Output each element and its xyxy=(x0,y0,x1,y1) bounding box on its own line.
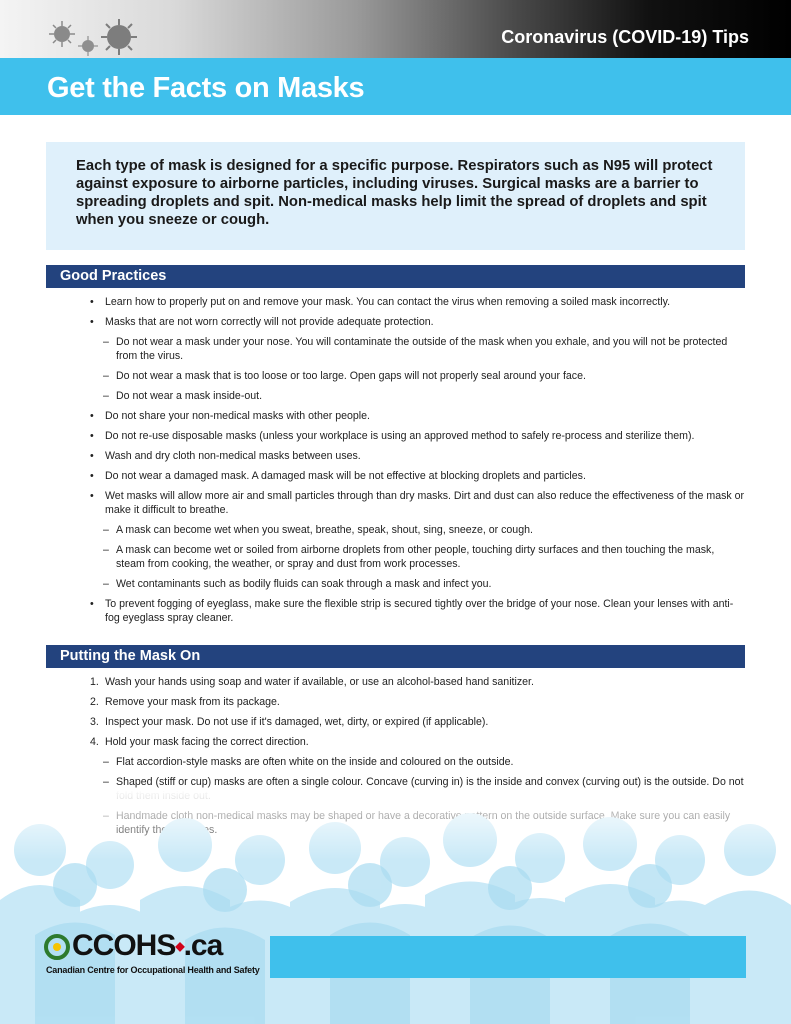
virus-icon xyxy=(78,36,98,56)
sub-item-text: Shaped (stiff or cup) masks are often a single colour. Concave (curving in) is the inside and convex (curving out) is the outside. Do not xyxy=(116,776,744,788)
list-item-text: Hold your mask facing the correct direction. xyxy=(105,736,309,748)
bullet-marker: • xyxy=(90,410,94,422)
footer-banner xyxy=(270,936,746,978)
sub-item-text: Do not wear a mask that is too loose or too large. Open gaps will not properly seal around your face. xyxy=(116,370,586,382)
intro-callout xyxy=(46,142,745,250)
list-item xyxy=(90,489,745,517)
virus-icon xyxy=(100,18,138,56)
virus-icon xyxy=(48,20,76,48)
sub-item-text: A mask can become wet or soiled from airborne droplets from other people, touching dirty surfaces and then touching the mask, steam from cooking, the weather, or spray and dust from work processes. xyxy=(116,544,715,570)
ccohs-emblem-icon xyxy=(44,934,70,960)
number-marker: 1. xyxy=(90,676,99,688)
list-item xyxy=(90,449,745,463)
number-marker: 4. xyxy=(90,736,99,748)
section-heading-good-practices: Good Practices xyxy=(46,265,745,288)
list-item xyxy=(90,429,745,443)
logo-wordmark xyxy=(72,931,222,961)
list-item-text: Do not share your non-medical masks with other people. xyxy=(105,410,370,422)
dash-marker: – xyxy=(103,756,109,768)
list-item xyxy=(90,695,745,709)
section-heading-putting-mask-on: Putting the Mask On xyxy=(46,645,745,668)
list-item-text: Do not re-use disposable masks (unless your workplace is using an approved method to safely re-process and sterilize them). xyxy=(105,430,695,442)
sub-list-item xyxy=(90,577,745,591)
list-item xyxy=(90,715,745,729)
sub-item-text: Do not wear a mask inside-out. xyxy=(116,390,263,402)
list-item xyxy=(90,409,745,423)
sub-list-item xyxy=(90,543,745,571)
list-item xyxy=(90,735,745,749)
list-item-text: Remove your mask from its package. xyxy=(105,696,280,708)
bullet-marker: • xyxy=(90,316,94,328)
list-item-text: Learn how to properly put on and remove your mask. You can contact the virus when removing a soiled mask incorrectly. xyxy=(105,296,671,308)
list-item-text: Masks that are not worn correctly will not provide adequate protection. xyxy=(105,316,434,328)
list-item-text: Wet masks will allow more air and small particles through than dry masks. Dirt and dust can also reduce the effectiveness of the mask or make it difficult to breathe. xyxy=(105,490,745,516)
list-item xyxy=(90,597,745,625)
list-item xyxy=(90,469,745,483)
list-item xyxy=(90,315,745,329)
sub-item-text: Do not wear a mask under your nose. You will contaminate the outside of the mask when you exhale, and you will not be protected from the virus. xyxy=(116,336,728,362)
number-marker: 3. xyxy=(90,716,99,728)
dash-marker: – xyxy=(103,776,109,788)
list-item-text: Do not wear a damaged mask. A damaged mask will be not effective at blocking droplets and particles. xyxy=(105,470,586,482)
dash-marker: – xyxy=(103,578,109,590)
bullet-marker: • xyxy=(90,470,94,482)
dash-marker: – xyxy=(103,390,109,402)
list-item-text: Wash and dry cloth non-medical masks between uses. xyxy=(105,450,361,462)
dash-marker: – xyxy=(103,544,109,556)
sub-item-text: Wet contaminants such as bodily fluids can soak through a mask and infect you. xyxy=(116,578,492,590)
list-item-text: Inspect your mask. Do not use if it's damaged, wet, dirty, or expired (if applicable). xyxy=(105,716,489,728)
maple-leaf-icon: ◆ xyxy=(175,939,184,953)
bullet-marker: • xyxy=(90,430,94,442)
title-banner xyxy=(0,58,791,115)
dash-marker: – xyxy=(103,370,109,382)
sub-list-item xyxy=(90,389,745,403)
people-silhouette-illustration xyxy=(0,790,791,1024)
list-item xyxy=(90,295,745,309)
intro-text: Each type of mask is designed for a specific purpose. Respirators such as N95 will protect against exposure to airborne particles, including viruses. Surgical masks are a barrier to spreading droplets and spit. Non-medical masks help limit the spread of droplets and spit when you sneeze or cough. xyxy=(76,158,713,228)
dash-marker: – xyxy=(103,336,109,348)
sub-item-text: Flat accordion-style masks are often white on the inside and coloured on the outside. xyxy=(116,756,514,768)
organization-name: Canadian Centre for Occupational Health and Safety xyxy=(46,965,260,975)
good-practices-list xyxy=(90,295,745,631)
logo-text: CCOHS xyxy=(72,929,176,962)
header-banner xyxy=(0,0,791,58)
number-marker: 2. xyxy=(90,696,99,708)
bullet-marker: • xyxy=(90,296,94,308)
sub-list-item xyxy=(90,523,745,537)
list-item-text: To prevent fogging of eyeglass, make sure the flexible strip is secured tightly over the bridge of your nose. Clean your lenses with anti-fog eyeglass spray cleaner. xyxy=(105,598,734,624)
page-title: Get the Facts on Masks xyxy=(47,72,365,104)
sub-item-text: A mask can become wet when you sweat, breathe, speak, shout, sing, sneeze, or cough. xyxy=(116,524,533,536)
logo-suffix: .ca xyxy=(183,929,223,962)
dash-marker: – xyxy=(103,524,109,536)
ccohs-logo xyxy=(44,930,264,980)
bullet-marker: • xyxy=(90,598,94,610)
sub-list-item xyxy=(90,369,745,383)
bullet-marker: • xyxy=(90,490,94,502)
list-item-text: Wash your hands using soap and water if available, or use an alcohol-based hand sanitizer. xyxy=(105,676,534,688)
sub-list-item xyxy=(90,335,745,363)
series-title: Coronavirus (COVID-19) Tips xyxy=(501,27,749,47)
list-item xyxy=(90,675,745,689)
sub-list-item xyxy=(90,755,745,769)
bullet-marker: • xyxy=(90,450,94,462)
